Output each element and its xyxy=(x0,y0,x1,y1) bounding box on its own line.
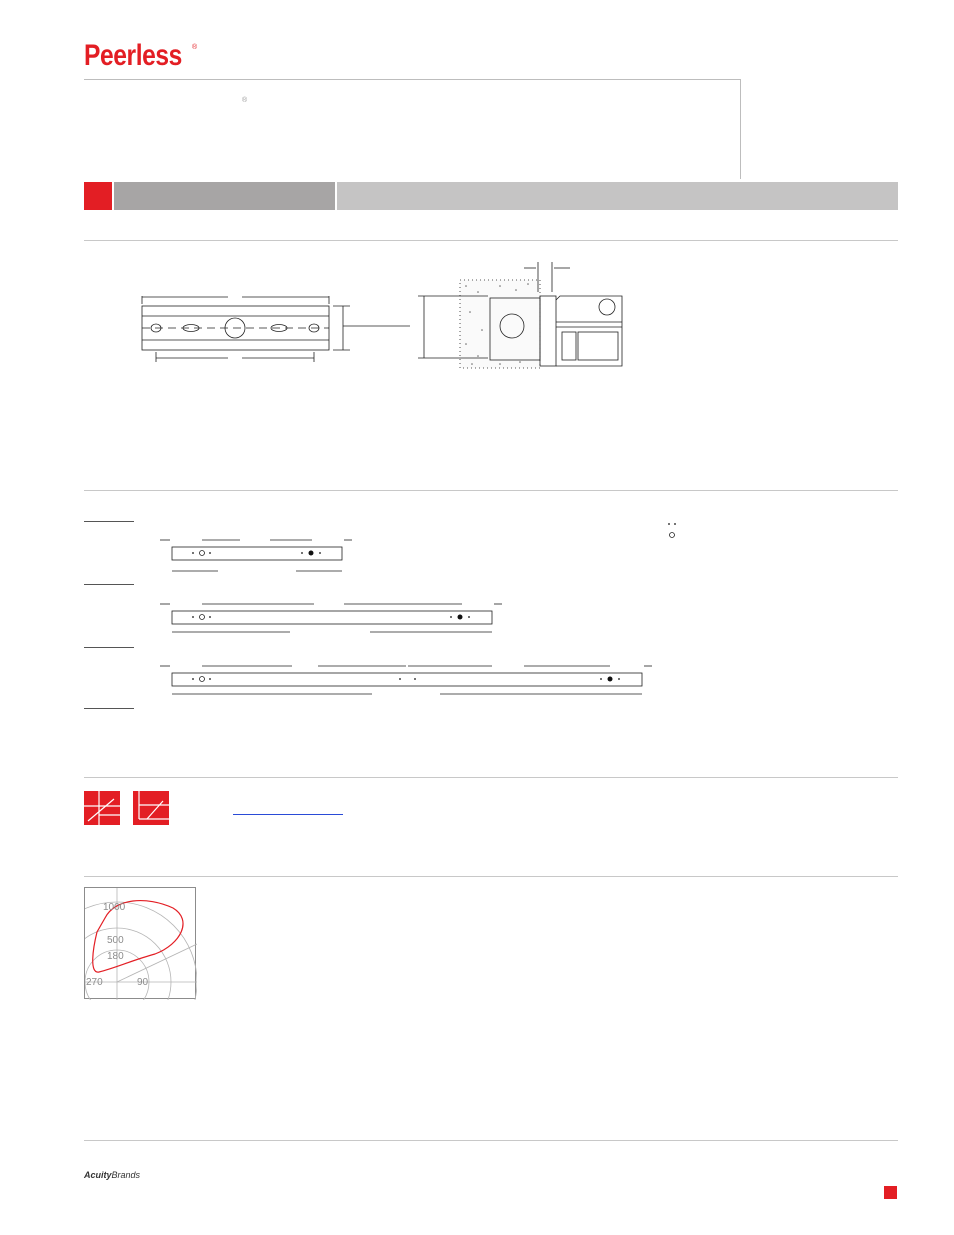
polar-label-270: 270 xyxy=(86,977,103,988)
red-corner-grid-icon xyxy=(133,791,169,825)
photometry-link[interactable] xyxy=(233,802,343,815)
red-corner-grid-icon xyxy=(84,791,120,825)
section-divider-polar xyxy=(84,876,898,877)
section-divider-photometry xyxy=(84,777,898,778)
fixture-front-profile xyxy=(142,296,410,362)
fixture-section-profile xyxy=(418,262,622,368)
polar-label-90: 90 xyxy=(137,977,149,988)
acuity-logo-prefix: Acuity xyxy=(84,1170,112,1180)
fixture-row-3 xyxy=(172,673,642,686)
fixture-row-1 xyxy=(172,547,342,560)
polar-candela-chart xyxy=(84,887,196,999)
row-layouts xyxy=(160,533,675,695)
fixture-row-2 xyxy=(172,611,492,624)
acuity-logo-suffix: Brands xyxy=(111,1170,141,1180)
logo-text: Peerless xyxy=(84,39,182,72)
page-corner-marker xyxy=(884,1186,897,1199)
footer-divider xyxy=(84,1140,898,1141)
registered-mark: ® xyxy=(242,97,248,104)
logo-registered-mark: ® xyxy=(192,44,198,51)
polar-label-180: 180 xyxy=(107,951,124,962)
polar-label-500: 500 xyxy=(107,935,124,946)
acuity-brands-logo xyxy=(84,1170,140,1180)
polar-label-1000: 1000 xyxy=(103,902,126,913)
